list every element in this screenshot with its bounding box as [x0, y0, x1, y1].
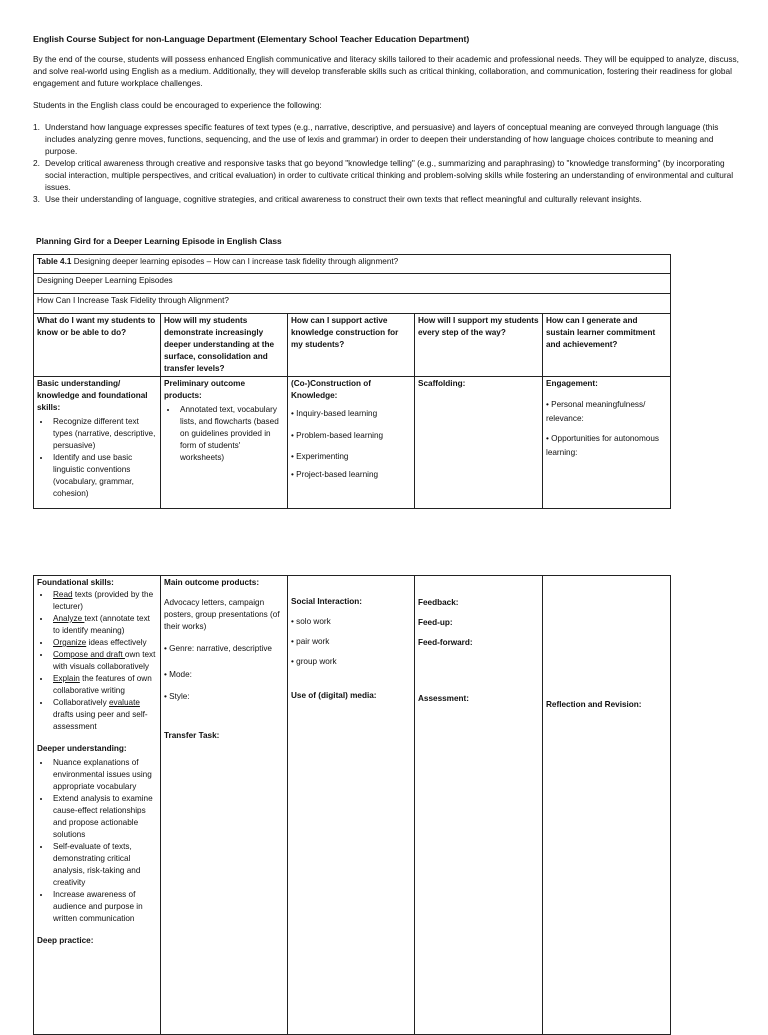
document-title: English Course Subject for non-Language Department (Elementary School Teacher Education Department)	[33, 34, 470, 44]
table-cell: How Can I Increase Task Fidelity through Alignment?	[34, 294, 671, 314]
table-cell	[34, 576, 161, 1035]
cell-heading: Scaffolding:	[418, 379, 466, 388]
skill-text: ideas effectively	[86, 638, 147, 647]
skill-text: Collaboratively	[53, 698, 109, 707]
list-item	[51, 589, 157, 613]
table-cell	[288, 576, 415, 1035]
list-item	[51, 673, 157, 697]
list-item: • Opportunities for autonomous learning:	[546, 434, 660, 457]
cell-heading: Deep practice:	[37, 936, 94, 945]
cell-heading: Engagement:	[546, 379, 598, 388]
skill-verb: Explain	[53, 674, 80, 683]
lead-sentence: Students in the English class could be encouraged to experience the following:	[33, 100, 322, 110]
column-header: How can I support active knowledge construction for my students?	[288, 314, 415, 377]
cell-heading: Main outcome products:	[164, 578, 260, 587]
list-item	[51, 637, 157, 649]
table-cell	[543, 377, 671, 509]
cell-heading: Assessment:	[418, 694, 469, 703]
list-item	[33, 193, 743, 205]
cell-heading: (Co-)Construction of Knowledge:	[291, 379, 372, 400]
cell-text: • Style:	[164, 692, 190, 701]
caption-text: Designing deeper learning episodes – How can I increase task fidelity through alignment?	[71, 257, 399, 266]
skill-text: the features of own collaborative writing	[53, 674, 152, 695]
table-cell	[34, 377, 161, 509]
bullet-list	[37, 757, 157, 925]
cell-heading: Basic understanding/ knowledge and foundational skills:	[37, 379, 148, 412]
list-item	[51, 697, 157, 733]
skill-text: texts (provided by the lecturer)	[53, 590, 154, 611]
list-item: • Recognize different text types (narrative, descriptive, persuasive)	[51, 416, 157, 452]
cell-text: • Mode:	[164, 670, 192, 679]
cell-heading: Feed-forward:	[418, 638, 473, 647]
list-number: 1.	[33, 122, 40, 132]
skill-verb: Read	[53, 590, 73, 599]
skill-verb: Analyze	[53, 614, 85, 623]
table-cell: Designing Deeper Learning Episodes	[34, 274, 671, 294]
cell-heading: Feed-up:	[418, 618, 453, 627]
planning-grid-title: Planning Gird for a Deeper Learning Episode in English Class	[36, 236, 282, 246]
skill-text: own text with visuals collaboratively	[53, 650, 156, 671]
list-item: • Increase awareness of audience and purpose in written communication	[51, 889, 157, 925]
list-item	[51, 649, 157, 673]
cell-heading: Feedback:	[418, 598, 459, 607]
planning-table	[33, 254, 671, 509]
cell-heading: Social Interaction:	[291, 597, 362, 606]
goals-list	[33, 121, 743, 205]
cell-heading: Transfer Task:	[164, 731, 220, 740]
cell-text: Advocacy letters, campaign posters, group presentations (of their works)	[164, 598, 280, 631]
list-item	[51, 613, 157, 637]
list-item: • Problem-based learning	[291, 431, 384, 440]
list-number: 2.	[33, 158, 40, 168]
table-cell	[161, 576, 288, 1035]
list-text: Develop critical awareness through creative and responsive tasks that go beyond "knowledge telling" (e.g., summarizing and paraphrasing) to "knowledge transforming" (by incorporating social interaction, multiple perspectives, and critical evaluation) in order to cultivate critical thinking and problem-solving skills while fostering an understanding of environmental and cultural issues.	[45, 158, 734, 192]
table-cell	[415, 576, 543, 1035]
list-item: • solo work	[291, 617, 331, 626]
table-row	[34, 255, 671, 274]
skill-verb: Organize	[53, 638, 87, 647]
cell-heading: Preliminary outcome products:	[164, 379, 245, 400]
table-cell	[415, 377, 543, 509]
list-item: • Extend analysis to examine cause-effect relationships and propose actionable solutions	[51, 793, 157, 841]
table-header-row	[34, 314, 671, 377]
cell-heading: Use of (digital) media:	[291, 691, 377, 700]
table-cell	[288, 377, 415, 509]
list-item: • pair work	[291, 637, 330, 646]
skill-verb: Compose and draft	[53, 650, 125, 659]
list-number: 3.	[33, 194, 40, 204]
list-item: • group work	[291, 657, 337, 666]
list-item: • Annotated text, vocabulary lists, and flowcharts (based on guidelines provided in form of students' worksheets)	[178, 404, 284, 464]
cell-heading: Deeper understanding:	[37, 744, 127, 753]
list-text: Use their understanding of language, cognitive strategies, and critical awareness to construct their own texts that reflect meaningful and culturally relevant insights.	[45, 194, 642, 204]
column-header: How will my students demonstrate increasingly deeper understanding at the surface, consolidation and transfer levels?	[161, 314, 288, 377]
intro-paragraph: By the end of the course, students will possess enhanced English communicative and literacy skills tailored to their academic and professional needs. They will be equipped to analyze, discuss, and solve real-world using English as a medium. Additionally, they will develop transferable skills such as critical thinking, collaboration, and communication, fostering their readiness for global engagement and future workplace challenges.	[33, 54, 739, 88]
skill-verb: evaluate	[108, 698, 140, 707]
skill-text: drafts using peer and self-assessment	[53, 710, 148, 731]
bullet-list	[37, 589, 157, 733]
table-row	[34, 274, 671, 294]
list-item	[33, 121, 743, 157]
skill-text: text (annotate text to identify meaning)	[53, 614, 150, 635]
list-item: • Inquiry-based learning	[291, 409, 378, 418]
caption-label: Table 4.1	[37, 257, 72, 266]
list-item: • Personal meaningfulness/ relevance:	[546, 400, 646, 423]
table-caption	[34, 255, 671, 274]
list-item: • Project-based learning	[291, 470, 379, 479]
list-item	[33, 157, 743, 193]
table-cell	[161, 377, 288, 509]
table-row	[34, 576, 671, 1035]
column-header: How will I support my students every step of the way?	[415, 314, 543, 377]
cell-text: • Genre: narrative, descriptive	[164, 644, 272, 653]
column-header: How can I generate and sustain learner commitment and achievement?	[543, 314, 671, 377]
cell-heading: Reflection and Revision:	[546, 700, 642, 709]
list-item: • Identify and use basic linguistic conventions (vocabulary, grammar, cohesion)	[51, 452, 157, 500]
list-item: • Experimenting	[291, 452, 349, 461]
planning-table-continued	[33, 575, 671, 1035]
bullet-list	[164, 404, 284, 464]
list-text: Understand how language expresses specific features of text types (e.g., narrative, descriptive, and persuasive) and layers of conceptual meaning are conveyed through language (this includes analyzing genre moves, functions, sequencing, and the use of lexis and grammar) in order to deepen their understanding of how language choices contribute to meaning and purpose.	[45, 122, 719, 156]
list-item: • Self-evaluate of texts, demonstrating critical analysis, risk-taking and creativity	[51, 841, 157, 889]
bullet-list	[37, 416, 157, 500]
table-cell	[543, 576, 671, 1035]
table-row	[34, 377, 671, 509]
cell-heading: Foundational skills:	[37, 578, 114, 587]
list-item: • Nuance explanations of environmental issues using appropriate vocabulary	[51, 757, 157, 793]
table-row	[34, 294, 671, 314]
column-header: What do I want my students to know or be able to do?	[34, 314, 161, 377]
